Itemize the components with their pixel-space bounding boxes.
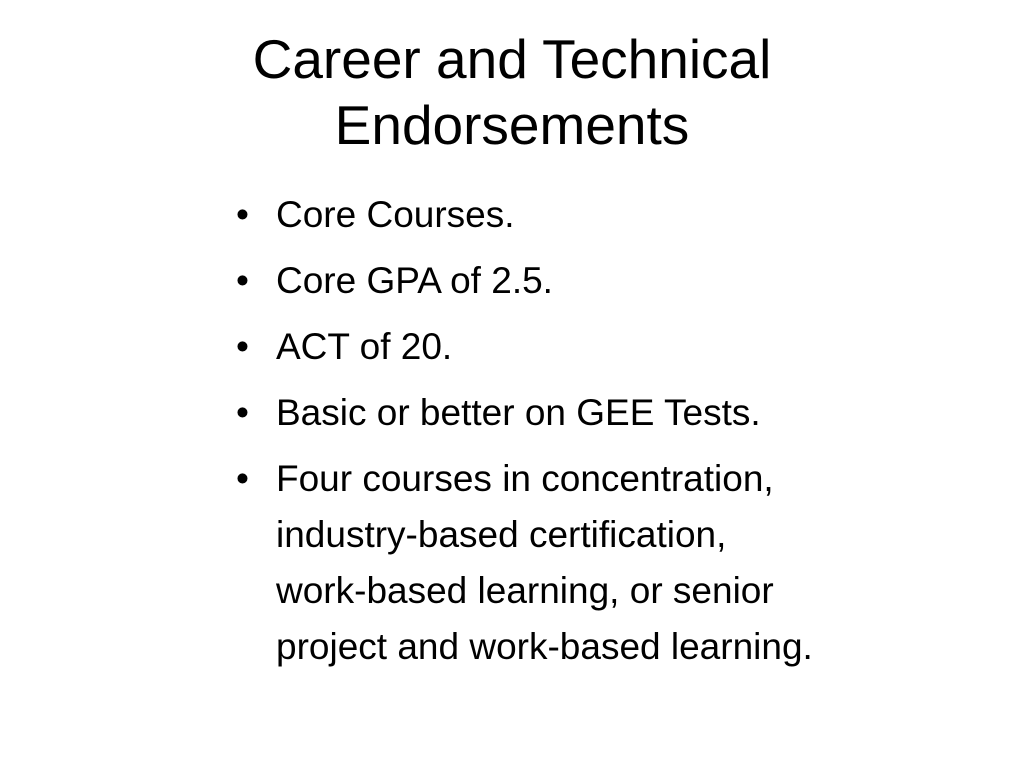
bullet-item xyxy=(236,451,996,675)
bullet-list xyxy=(236,187,996,685)
bullet-item xyxy=(236,319,996,375)
slide-title-line: Career and Technical xyxy=(252,28,772,90)
bullet-text: ACT of 20. xyxy=(276,326,453,367)
slide-title-line: Endorsements xyxy=(334,94,690,156)
bullet-dot-icon: • xyxy=(236,326,249,367)
bullet-item xyxy=(236,187,996,243)
bullet-text-line: project and work-based learning. xyxy=(276,626,813,667)
bullet-text-line: work-based learning, or senior xyxy=(276,570,774,611)
bullet-text-line: Four courses in concentration, xyxy=(276,458,774,499)
bullet-dot-icon: • xyxy=(236,392,249,433)
bullet-text: Core GPA of 2.5. xyxy=(276,260,553,301)
bullet-dot-icon: • xyxy=(236,194,249,235)
bullet-dot-icon: • xyxy=(236,260,249,301)
bullet-text: Basic or better on GEE Tests. xyxy=(276,392,761,433)
bullet-dot-icon: • xyxy=(236,458,249,499)
slide-title xyxy=(112,26,912,158)
bullet-text-line: industry-based certification, xyxy=(276,514,727,555)
bullet-text: Core Courses. xyxy=(276,194,515,235)
bullet-item xyxy=(236,253,996,309)
bullet-item xyxy=(236,385,996,441)
